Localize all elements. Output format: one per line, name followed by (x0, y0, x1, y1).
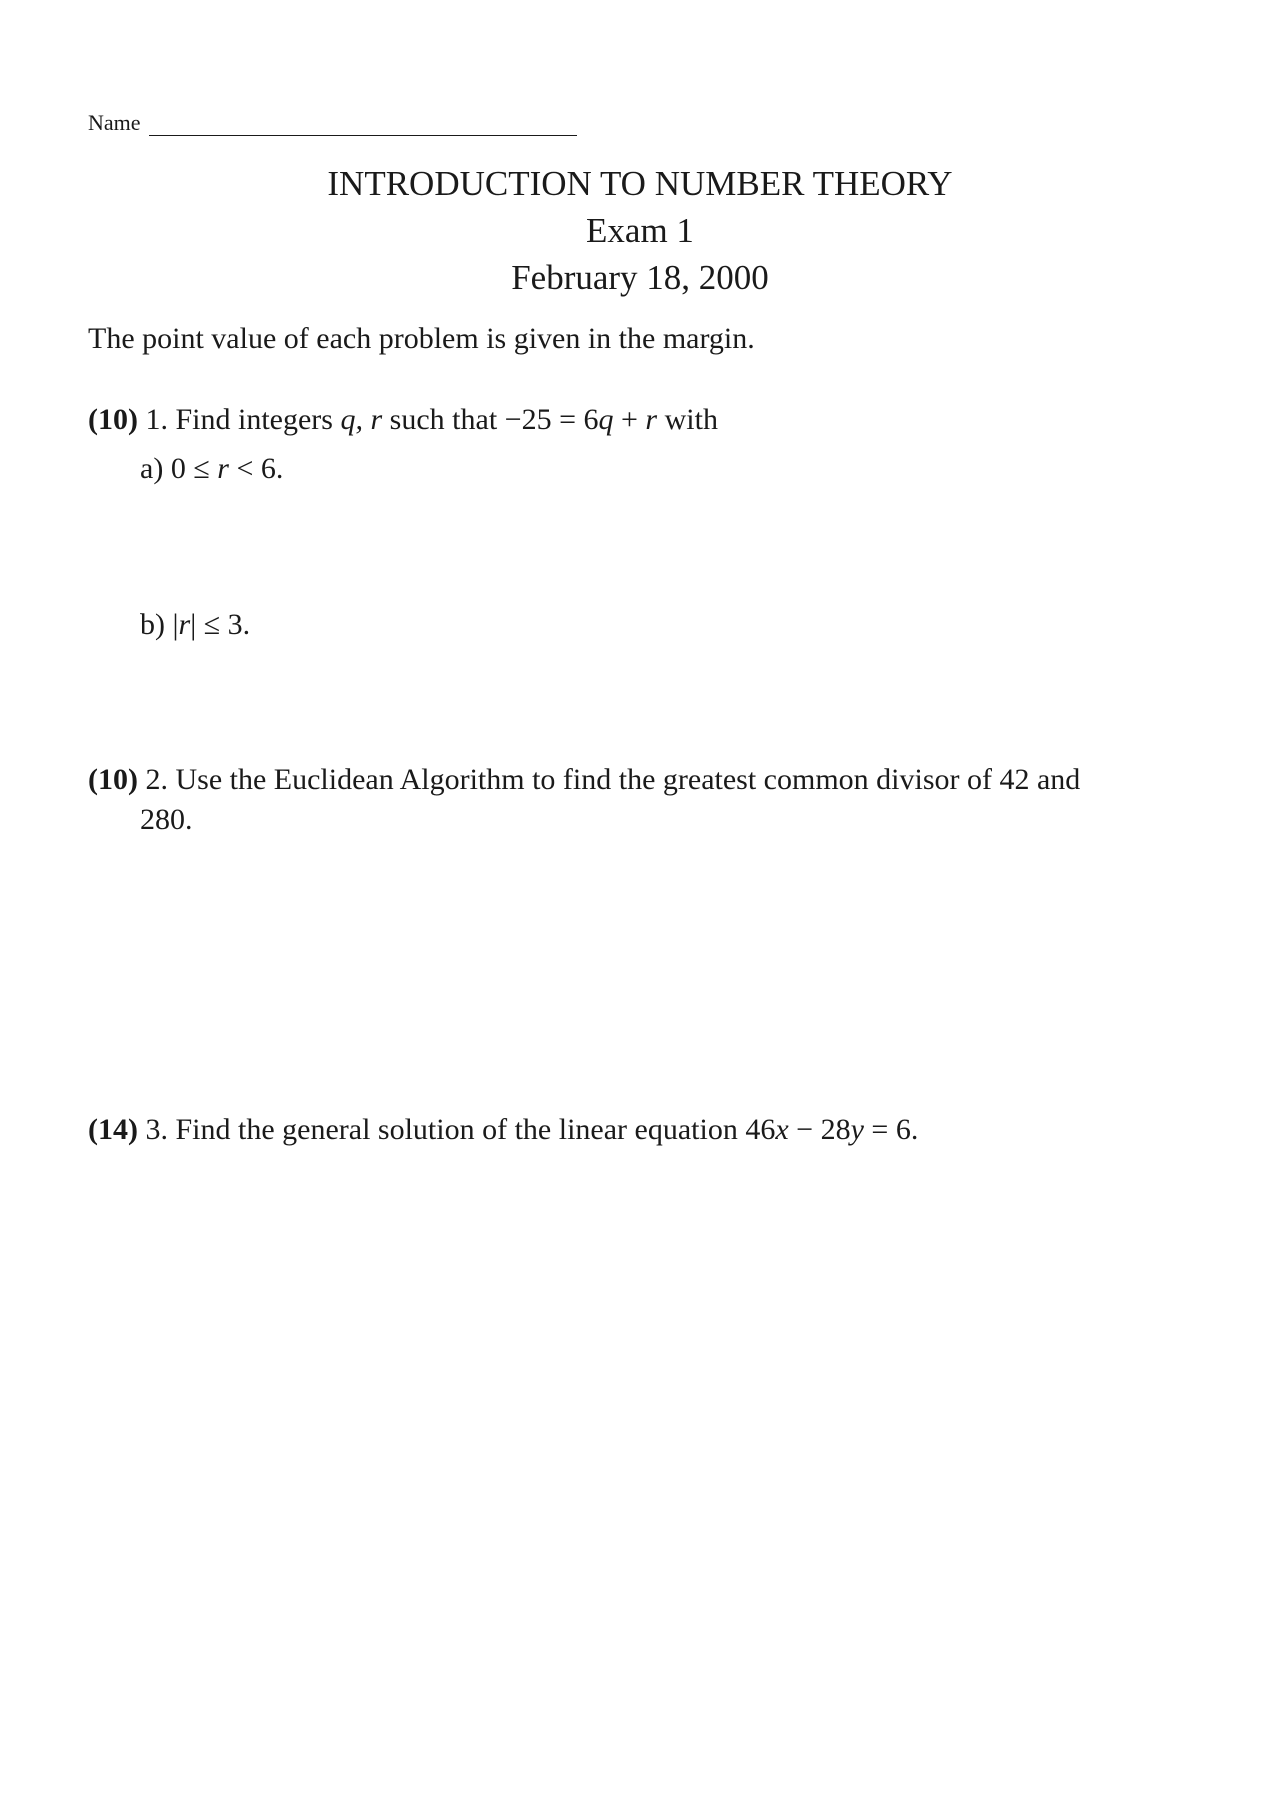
part-a-expr-1: 0 ≤ (170, 452, 210, 485)
problem-3-number: 3. (145, 1113, 168, 1146)
problem-3-points: (14) (88, 1113, 138, 1146)
problem-1-points: (10) (88, 403, 138, 436)
part-b-label: b) (140, 608, 165, 641)
exam-date: February 18, 2000 (511, 258, 769, 297)
problem-1-number: 1. (145, 403, 168, 436)
part-a-expr-2: < 6. (236, 452, 284, 485)
exam-number: Exam 1 (586, 211, 694, 250)
problem-1-var-qr: q, r (340, 403, 383, 436)
course-title: INTRODUCTION TO NUMBER THEORY (327, 164, 953, 203)
part-a-var: r (217, 452, 229, 485)
name-label: Name (88, 110, 141, 135)
problem-1-text-c: + (621, 403, 638, 436)
problem-1-var-r: r (645, 403, 658, 436)
exam-title-block (0, 160, 1280, 301)
problem-2-text: Use the Euclidean Algorithm to find the greatest common divisor of 42 and (175, 763, 1081, 796)
problem-3 (88, 1110, 1208, 1150)
problem-2-points: (10) (88, 763, 138, 796)
part-a-label: a) (140, 452, 164, 485)
problem-1-text-a: Find integers (175, 403, 333, 436)
problem-3-text-b: − 28 (796, 1113, 851, 1146)
problem-1-part-b (140, 608, 250, 642)
problem-1-var-q: q (598, 403, 614, 436)
problem-2-continuation: 280. (140, 803, 193, 836)
problem-3-var-x: x (775, 1113, 789, 1146)
instructions: The point value of each problem is given in the margin. (88, 322, 755, 355)
problem-1-part-a (140, 452, 283, 486)
part-b-var: r (178, 608, 191, 641)
problem-3-text-a: Find the general solution of the linear equation 46 (175, 1113, 776, 1146)
name-field (88, 110, 577, 136)
problem-3-var-y: y (850, 1113, 864, 1146)
problem-2-number: 2. (145, 763, 168, 796)
part-b-expr-2: | ≤ 3. (190, 608, 251, 641)
part-b-expr-1: | (172, 608, 179, 641)
problem-1-text-d: with (664, 403, 718, 436)
problem-2-line-1 (88, 760, 1208, 800)
problem-1 (88, 400, 1208, 440)
name-blank-line (149, 115, 577, 136)
problem-2 (88, 760, 1208, 840)
problem-3-text-c: = 6. (871, 1113, 919, 1146)
problem-1-text-b: such that −25 = 6 (389, 403, 599, 436)
